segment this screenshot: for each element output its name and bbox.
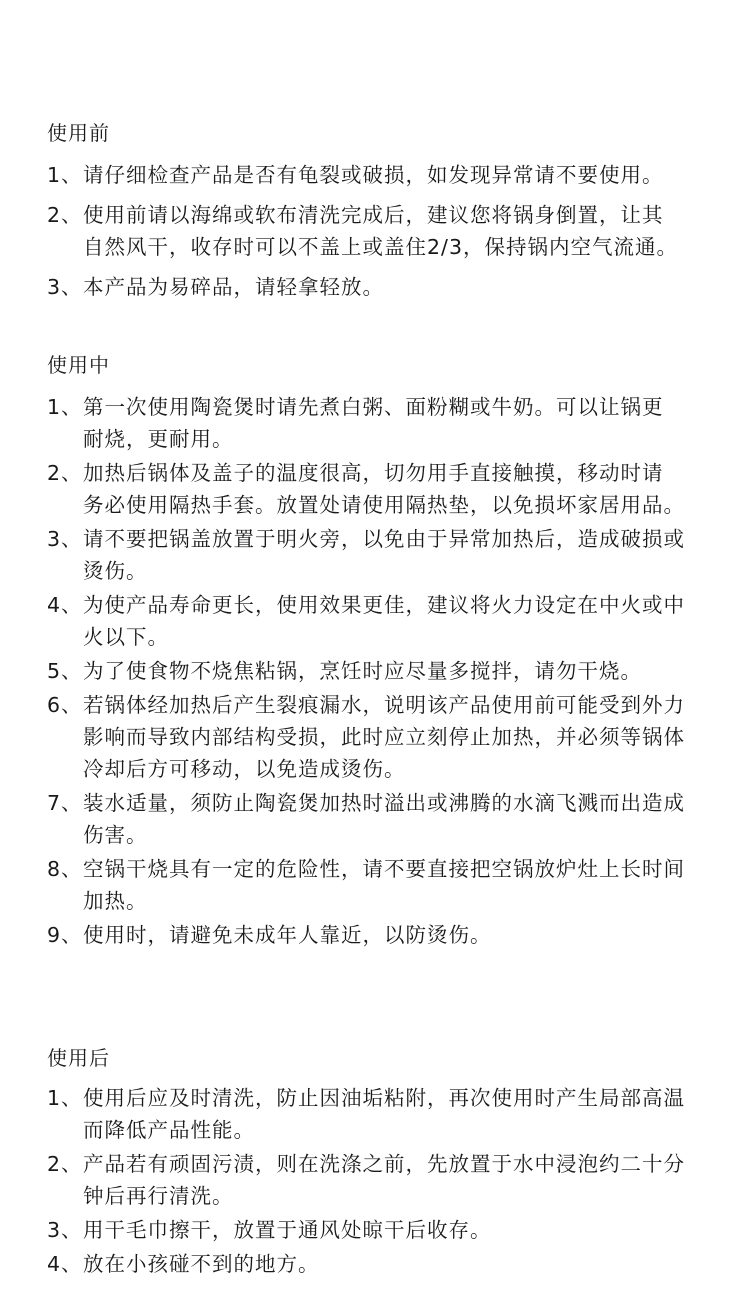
list-item — [47, 199, 727, 263]
item-text-line: 耐烧，更耐用。 — [83, 427, 234, 451]
item-text — [83, 689, 727, 785]
item-number: 9、 — [47, 923, 83, 947]
item-text-line: 本产品为易碎品，请轻拿轻放。 — [83, 275, 384, 299]
section-heading: 使用中 — [47, 353, 110, 377]
item-number: 1、 — [47, 1086, 83, 1110]
item-text-line: 用干毛巾擦干，放置于通风处晾干后收存。 — [83, 1218, 492, 1242]
item-text-line: 使用前请以海绵或软布清洗完成后，建议您将锅身倒置，让其 — [83, 203, 664, 227]
section-after-use — [47, 1043, 727, 1282]
item-list — [47, 1082, 727, 1280]
item-number: 7、 — [47, 791, 83, 815]
section-heading: 使用后 — [47, 1046, 110, 1070]
item-text-line: 放在小孩碰不到的地方。 — [83, 1252, 320, 1276]
list-item — [47, 159, 727, 191]
item-text-line: 影响而导致内部结构受损，此时应立刻停止加热，并必须等锅体 — [83, 725, 685, 749]
item-text — [83, 391, 727, 455]
item-text-line: 烫伤。 — [83, 559, 148, 583]
list-item — [47, 589, 727, 653]
item-text — [83, 199, 727, 263]
item-text — [83, 457, 727, 521]
list-item — [47, 457, 727, 521]
item-number: 2、 — [47, 1152, 83, 1176]
item-number: 4、 — [47, 593, 83, 617]
list-item — [47, 1148, 727, 1212]
item-number: 1、 — [47, 395, 83, 419]
item-list — [47, 159, 727, 303]
item-text-line: 空锅干烧具有一定的危险性，请不要直接把空锅放炉灶上长时间 — [83, 857, 685, 881]
item-text-line: 第一次使用陶瓷煲时请先煮白粥、面粉糊或牛奶。可以让锅更 — [83, 395, 664, 419]
item-number: 3、 — [47, 1218, 83, 1242]
list-item — [47, 1248, 727, 1280]
item-text-line: 为使产品寿命更长，使用效果更佳，建议将火力设定在中火或中 — [83, 593, 685, 617]
item-text-line: 产品若有顽固污渍，则在洗涤之前，先放置于水中浸泡约二十分 — [83, 1152, 685, 1176]
list-item — [47, 787, 727, 851]
item-text — [83, 523, 727, 587]
item-number: 3、 — [47, 527, 83, 551]
list-item — [47, 271, 727, 303]
item-number: 3、 — [47, 275, 83, 299]
item-number: 2、 — [47, 461, 83, 485]
item-text — [83, 1248, 727, 1280]
item-text-line: 加热。 — [83, 889, 148, 913]
item-text-line: 而降低产品性能。 — [83, 1118, 255, 1142]
item-text-line: 冷却后方可移动，以免造成烫伤。 — [83, 757, 406, 781]
item-text-line: 火以下。 — [83, 625, 169, 649]
section-before-use — [47, 118, 727, 311]
item-text — [83, 853, 727, 917]
item-text — [83, 1082, 727, 1146]
item-text-line: 加热后锅体及盖子的温度很高，切勿用手直接触摸，移动时请 — [83, 461, 664, 485]
item-number: 8、 — [47, 857, 83, 881]
item-text-line: 装水适量，须防止陶瓷煲加热时溢出或沸腾的水滴飞溅而出造成 — [83, 791, 685, 815]
list-item — [47, 1214, 727, 1246]
item-text-line: 钟后再行清洗。 — [83, 1184, 234, 1208]
item-text — [83, 589, 727, 653]
list-item — [47, 523, 727, 587]
item-text-line: 为了使食物不烧焦粘锅，烹饪时应尽量多搅拌，请勿干烧。 — [83, 659, 642, 683]
item-text-line: 请不要把锅盖放置于明火旁，以免由于异常加热后，造成破损或 — [83, 527, 685, 551]
list-item — [47, 391, 727, 455]
item-text — [83, 1148, 727, 1212]
item-text — [83, 159, 727, 191]
section-heading: 使用前 — [47, 121, 110, 145]
item-number: 4、 — [47, 1252, 83, 1276]
list-item — [47, 853, 727, 917]
item-text — [83, 787, 727, 851]
item-text-line: 若锅体经加热后产生裂痕漏水，说明该产品使用前可能受到外力 — [83, 693, 685, 717]
item-number: 2、 — [47, 203, 83, 227]
item-text-line: 伤害。 — [83, 823, 148, 847]
list-item — [47, 919, 727, 951]
section-during-use — [47, 350, 727, 953]
item-text-line: 务必使用隔热手套。放置处请使用隔热垫，以免损坏家居用品。 — [83, 493, 685, 517]
item-text — [83, 1214, 727, 1246]
list-item — [47, 1082, 727, 1146]
item-text-line: 自然风干，收存时可以不盖上或盖住2/3，保持锅内空气流通。 — [83, 235, 678, 259]
list-item — [47, 655, 727, 687]
item-text — [83, 655, 727, 687]
item-text-line: 使用后应及时清洗，防止因油垢粘附，再次使用时产生局部高温 — [83, 1086, 685, 1110]
item-text — [83, 271, 727, 303]
item-list — [47, 391, 727, 951]
list-item — [47, 689, 727, 785]
item-number: 6、 — [47, 693, 83, 717]
item-number: 5、 — [47, 659, 83, 683]
item-text-line: 请仔细检查产品是否有龟裂或破损，如发现异常请不要使用。 — [83, 163, 664, 187]
item-number: 1、 — [47, 163, 83, 187]
item-text-line: 使用时，请避免未成年人靠近，以防烫伤。 — [83, 923, 492, 947]
item-text — [83, 919, 727, 951]
